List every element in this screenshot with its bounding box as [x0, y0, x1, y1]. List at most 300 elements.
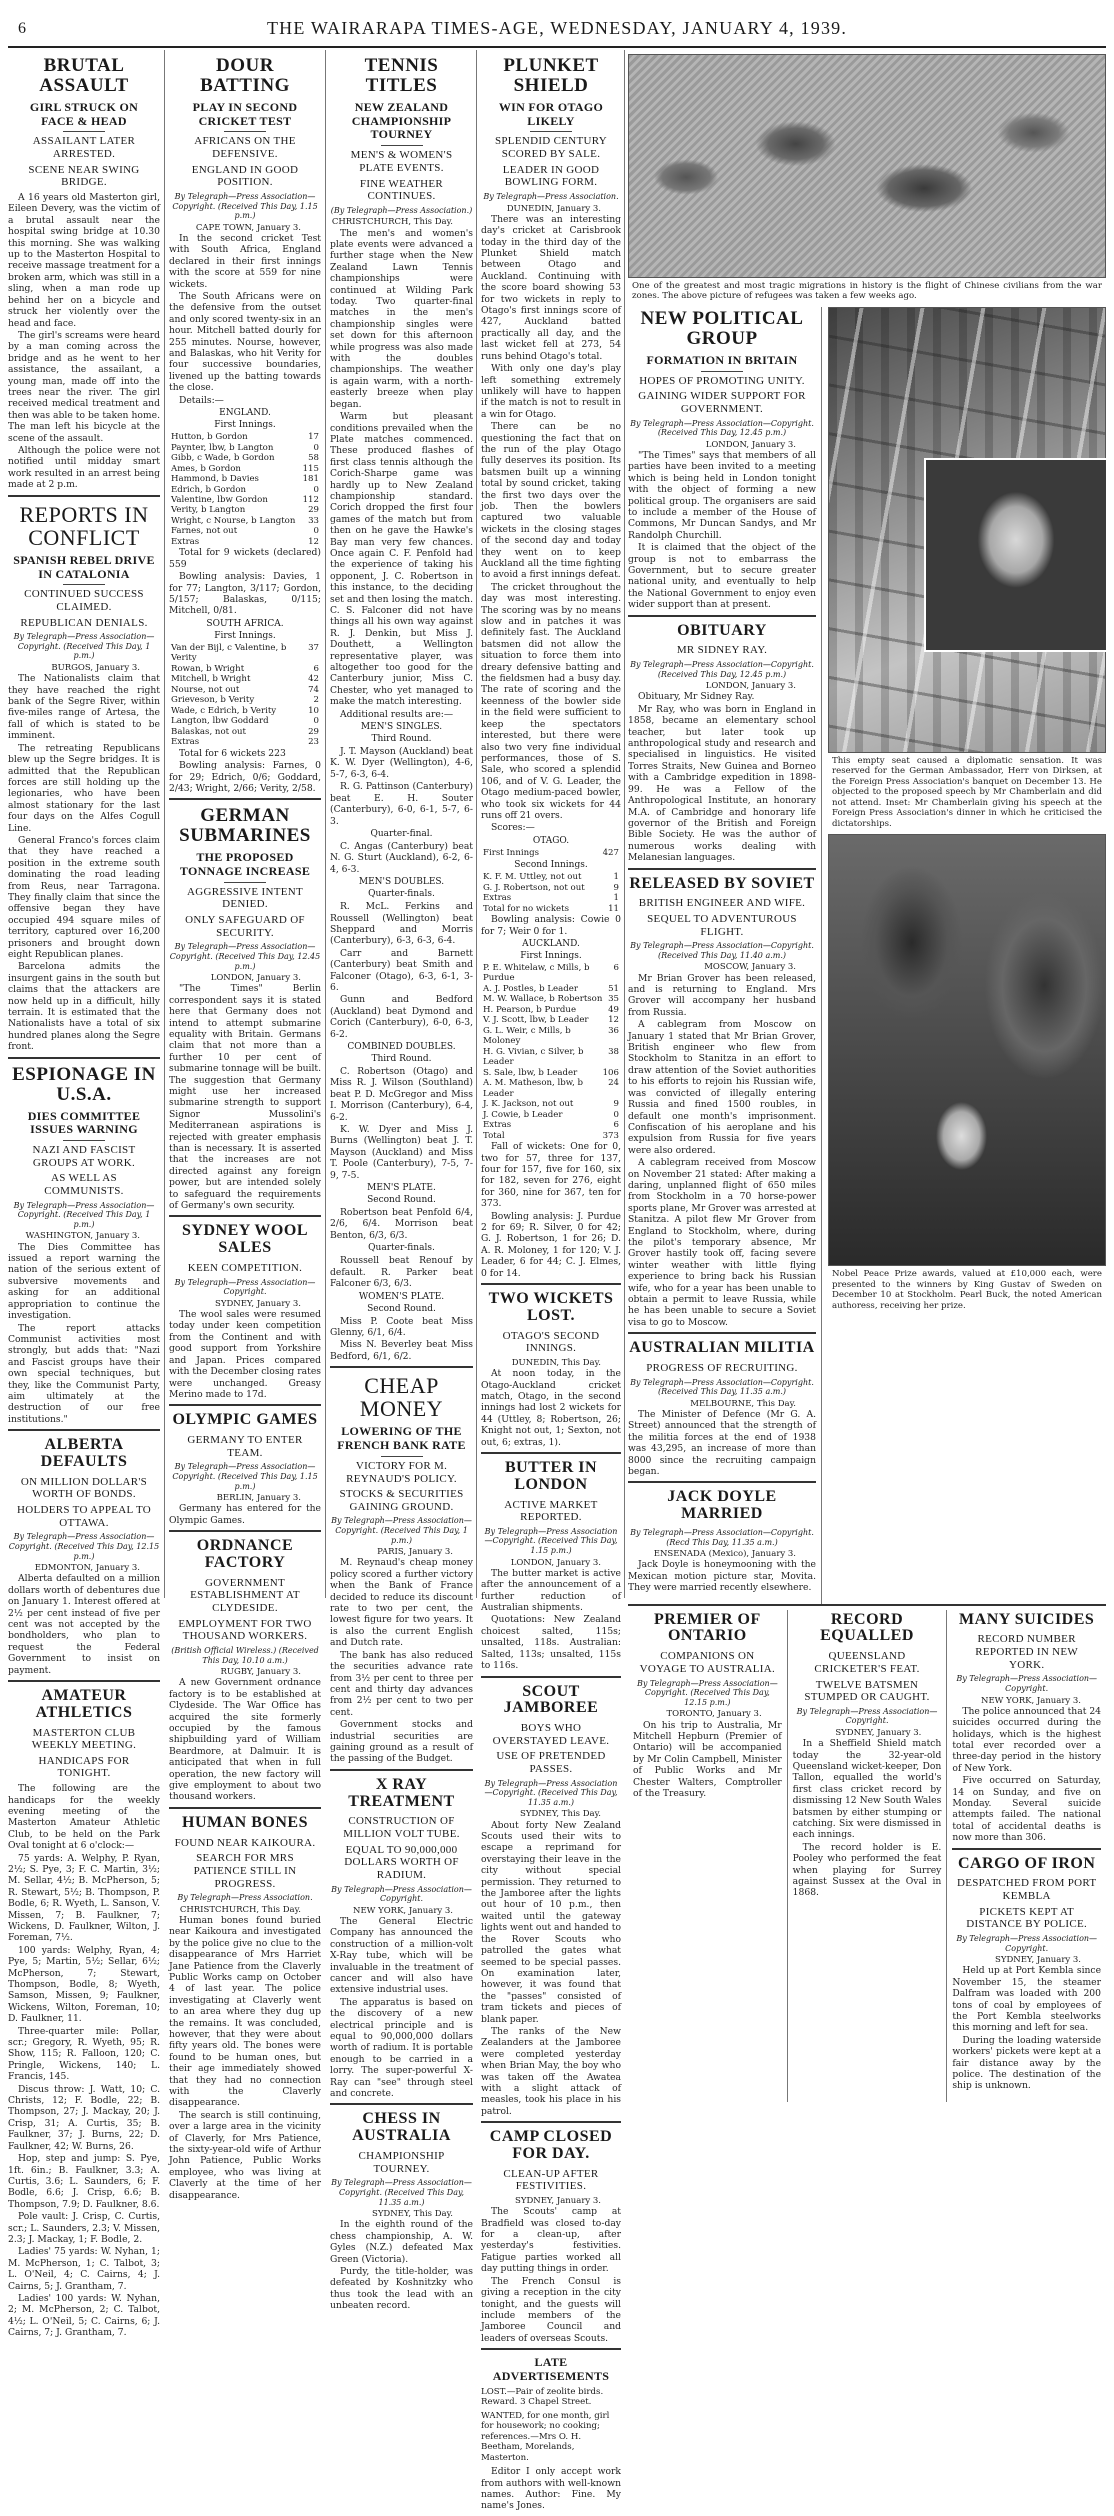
paragraph: Mr Ray, who was born in England in 1858, became an elementary school teacher, but later took up anthropological study and research and specialised in linguistics. He visited Torres Straits, New Guinea and Borneo with a Cambridge expedition in 1898-99. He was a Fellow of the Anthropological Institute, an honorary M.A. of Cambridge and honorary life governor of the British and Foreign Bible Society. He was the author of numerous works dealing with Melanesian languages.	[628, 703, 816, 864]
subheadline: SPANISH REBEL DRIVE IN CATALONIA	[13, 552, 155, 581]
subheadline: ON MILLION DOLLAR'S WORTH OF BONDS.	[20, 1475, 148, 1501]
subheadline: FORMATION IN BRITAIN	[646, 352, 798, 367]
column-3	[330, 54, 473, 2312]
dateline: SYDNEY, January 3.	[515, 2196, 601, 2207]
dateline: MELBOURNE, This Day.	[690, 1398, 796, 1409]
paragraph: Scores:—	[491, 822, 535, 834]
runs: 6	[313, 663, 319, 674]
divider	[381, 145, 423, 146]
byline: By Telegraph—Press Association—Copyright. (Received This Day, 11.35 a.m.)	[630, 1377, 814, 1397]
scorecard-row	[483, 1026, 619, 1047]
headline: TENNIS TITLES	[364, 55, 439, 96]
byline: By Telegraph—Press Association.	[177, 1893, 313, 1903]
headline: CAMP CLOSED FOR DAY.	[489, 2128, 613, 2162]
divider	[701, 371, 743, 372]
dateline: LONDON, January 3.	[705, 681, 796, 692]
result: J. T. Mayson (Auckland) beat K. W. Dyer (Wellington), 4-6, 5-7, 6-3, 6-4.	[330, 746, 473, 780]
article-human-bones	[169, 1815, 321, 2205]
subheadline: PICKETS KEPT AT DISTANCE BY POLICE.	[966, 1905, 1088, 1931]
result: R. McL. Ferkins and Roussell (Wellington) beat Sheppard and Morris (Canterbury), 6-3, 6-3, 6-4.	[330, 901, 473, 947]
headline: AMATEUR ATHLETICS	[35, 1686, 133, 1721]
byline: By Telegraph—Press Association—Copyright. (Received This Day, 1 p.m.)	[13, 1200, 155, 1229]
subheadline: EQUAL TO 90,000,000 DOLLARS WORTH OF RADIUM.	[344, 1843, 459, 1881]
runs: 106	[602, 1067, 619, 1078]
byline: By Telegraph—Press Association—Copyright. (Received This Day, 1 p.m.)	[13, 632, 155, 661]
byline: By Telegraph—Press Association—Copyright. (Received This Day, 1.15 p.m.)	[172, 192, 318, 221]
batsman: A. J. Postles, b Leader	[483, 983, 578, 994]
article-brutal-assault	[8, 56, 160, 497]
paragraph: The ranks of the New Zealanders at the Jamboree were completed yesterday when Brian May, the boy who was taken off the Awatea with a slight attack of measles, took his place in his patrol.	[481, 2025, 621, 2117]
bowling-analysis: Bowling analysis: J. Purdue 2 for 69; R. Silver, 0 for 42; G. J. Robertson, 1 for 26; D. A. R. Moloney, 1 for 120; V. J. Leader, 6 for 44; C. J. Elmes, 0 for 14.	[481, 1210, 621, 1279]
bowling-analysis: Bowling analysis: Cowie 0 for 7; Weir 0 for 1.	[481, 914, 621, 937]
dateline: BURGOS, January 3.	[51, 663, 140, 674]
subheadline: COMPANIONS ON VOYAGE TO AUSTRALIA.	[639, 1650, 776, 1675]
subheadline: BOYS WHO OVERSTAYED LEAVE.	[492, 1722, 610, 1747]
paragraph: The report attacks Communist activities most strongly, but adds that: "Nazi and Fascist groups have their own special techniques, but they, like the Communist Party, aim ultimately at the destruction of our free institutions."	[8, 1322, 160, 1425]
bowling-analysis: Bowling analysis: Davies, 1 for 77; Langton, 3/117; Gordon, 5/157; Balaskas, 0/115; Mitchell, 0/81.	[169, 571, 321, 617]
result: R. G. Pattinson (Canterbury) beat E. H. Souter (Canterbury), 6-0, 6-1, 5-7, 6-3.	[330, 781, 473, 827]
runs: 1	[613, 872, 619, 883]
chamberlain-inset-photo	[924, 458, 1108, 652]
subheadline: MR SIDNEY RAY.	[676, 644, 768, 657]
dateline: DUNEDIN, January 3.	[506, 203, 601, 214]
article-espionage	[8, 1065, 160, 1432]
paragraph: Mr Brian Grover has been released, and is returning to England. Mrs Grover will accompany her husband from Russia.	[628, 972, 816, 1018]
subheadline: AFRICANS ON THE DEFENSIVE.	[194, 135, 296, 161]
runs: 17	[308, 432, 319, 443]
subheadline: CONTINUED SUCCESS CLAIMED.	[24, 588, 144, 614]
scorecard-row	[171, 737, 319, 747]
runs: 36	[608, 1025, 619, 1036]
article-tennis	[330, 56, 473, 1368]
paragraph: A new Government ordnance factory is to be established at Clydeside. The War Office has acquired the site formerly occupied by the famous shipbuilding yard of William Beardmore, at Dalmuir. It is anticipated that when in full operation, the new factory will give employment to about two thousand workers.	[169, 1677, 321, 1803]
subheadline: LEADER IN GOOD BOWLING FORM.	[502, 163, 600, 189]
scorecard-row	[171, 685, 319, 695]
result: Roussell beat Renouf by default. R. Parker beat Falconer 6/3, 6/3.	[330, 1255, 473, 1290]
paragraph: The cricket throughout the day was most interesting. The scoring was by no means slow and in patches it was definitely fast. The Auckland batsmen did not allow the situation to force them into dreary defensive batting and the fieldsmen had a busy day. The rate of scoring and the keenness of the bowler side in the field were sufficient to keep the spectators interested, but there were also two very fine individual performances, those of S. Sale, who scored a splendid 106, and of V. G. Leader, the Otago medium-paced bowler, who took six wickets for 44 runs off 21 overs.	[481, 581, 621, 821]
subheadline: ONLY SAFEGUARD OF SECURITY.	[185, 914, 305, 939]
batsman: Balaskas, not out	[171, 726, 246, 737]
dateline: PARIS, January 3.	[377, 1547, 453, 1558]
article-butter	[481, 1460, 621, 1678]
byline: By Telegraph—Press Association—Copyright. (Recd This Day, 11.35 a.m.)	[630, 1528, 814, 1547]
subheadline: RECORD NUMBER REPORTED IN NEW YORK.	[975, 1633, 1079, 1671]
batsman: Edrich, b Gordon	[171, 484, 247, 495]
headline: OLYMPIC GAMES	[172, 1411, 318, 1429]
byline: By Telegraph—Press Association—Copyright.	[956, 1674, 1098, 1693]
scorecard-row	[483, 1110, 619, 1120]
section-heading: MEN'S PLATE.	[367, 1183, 436, 1194]
subheadline: REPUBLICAN DENIALS.	[20, 616, 148, 629]
paragraph: Obituary, Mr Sidney Ray.	[638, 691, 755, 703]
paragraph: The butter market is active after the announcement of a further reduction of Australian shipments.	[481, 1567, 621, 1614]
subheadline: PLAY IN SECOND CRICKET TEST	[192, 99, 298, 128]
article-political-group	[628, 309, 816, 617]
auckland-total	[483, 1131, 619, 1141]
photo-caption: One of the greatest and most tragic migrations in history is the flight of Chinese civilians from the war zones. The above picture of refugees was taken a few weeks ago.	[632, 281, 1102, 302]
runs: 0	[313, 716, 319, 727]
bottom-col-record	[788, 1610, 948, 2102]
dateline: LONDON, January 3.	[210, 973, 301, 984]
paragraph: Human bones found buried near Kaikoura and investigated by the police give no clue to the disappearance of Mrs Harriet Jane Patience from the Claverly Public Works camp on October 4 of last year. The police investigating at Claverly went to an area where they dug up the remains. It was concluded, however, that they were about fifty years old. The bones were found to be human ones, but their age immediately showed that they had no connection with the Claverly disappearance.	[169, 1914, 321, 2109]
round-heading: Third Round.	[371, 734, 432, 745]
value: 11	[608, 903, 619, 914]
scorecard-row	[171, 495, 319, 505]
dateline: CHRISTCHURCH, This Day.	[331, 217, 453, 228]
paragraph: There was an interesting day's cricket at Carisbrook today in the third day of the Plunket Shield match between Otago and Auckland. Continuing with the score board showing 53 for two wickets in reply to Otago's first innings score of 427, Auckland batted practically all day, and the last wicket fell at 273, 54 runs behind Otago's total.	[481, 213, 621, 362]
right-section	[628, 54, 1106, 2092]
runs: 51	[608, 983, 619, 994]
runs: 0	[313, 442, 319, 453]
article-reports-in-conflict	[8, 503, 160, 1059]
subheadline: GOVERNMENT ESTABLISHMENT AT CLYDESIDE.	[190, 1576, 300, 1615]
paragraph: There can be no questioning the fact that on the run of the play Otago fully deserves its position. Its batsmen built up a winning total by sound cricket, taking the first two days over the job. Then the bowlers captured two valuable wickets in the closing stages of the second day and today they went on to keep Auckland all the time fighting to avoid a first innings defeat.	[481, 421, 621, 581]
round-heading: Second Round.	[367, 1303, 436, 1314]
filler-joke: Editor I only accept work from authors with well-known names. Author: Fine. My name's Jones.	[481, 2466, 621, 2512]
byline: By Telegraph—Press Association—Copyright. (Received This Day, 1.15 p.m.)	[484, 1526, 618, 1556]
round-heading: Third Round.	[371, 1054, 432, 1065]
paragraph: Five occurred on Saturday, 14 on Sunday, and five on Monday. Several suicide attempts failed. The national total of accidental deaths is now more than 306.	[952, 1775, 1102, 1844]
dateline: SYDNEY, This Day.	[372, 2209, 453, 2220]
paragraph: The Minister of Defence (Mr G. A. Street) announced that the strength of the militia forces at the end of 1938 was 43,295, an increase of more than 8000 since the recruiting campaign began.	[628, 1409, 816, 1478]
paragraph: The Dies Committee has issued a report warning the nation of the serious extent of subversive movements and asking for an additional appropriation to continue the investigation.	[8, 1241, 160, 1322]
batsman: Extras	[483, 1120, 512, 1131]
byline: By Telegraph—Press Association—Copyright. (Received This Day, 12.15 p.m.)	[8, 1532, 160, 1561]
subheadline: WIN FOR OTAGO LIKELY	[498, 99, 604, 128]
batsman: K. F. M. Uttley, not out	[483, 872, 582, 883]
article-athletics	[8, 1688, 160, 2343]
batsman: A. M. Matheson, lbw, b Leader	[483, 1078, 584, 1099]
batsman: Rowan, b Wright	[171, 663, 245, 674]
dateline: NEW YORK, January 3.	[981, 1695, 1082, 1706]
dateline: WASHINGTON, January 3.	[25, 1231, 140, 1242]
scorecard-row	[483, 994, 619, 1004]
article-xray	[330, 1777, 473, 2106]
paragraph: The men's and women's plate events were advanced a further stage when the New Zealand Lawn Tennis championships were continued at Wilding Park today. Two quarter-final matches in the men's championship singles were set down for this afternoon while progress was also made with the doubles championships. The weather is again warm, with a north-easterly breeze when play began.	[330, 227, 473, 410]
runs: 42	[308, 674, 319, 685]
scorecard-england	[171, 432, 319, 547]
dateline: SYDNEY, January 3.	[215, 1298, 301, 1309]
subheadline: CLEAN-UP AFTER FESTIVITIES.	[503, 2167, 599, 2193]
divider	[63, 584, 105, 585]
column-4	[481, 54, 621, 2512]
paragraph: "The Times" says that members of all parties have been invited to a meeting which is being held in London tonight with the object of forming a new political group. The organisers are said to include a member of the House of Commons, Mr Duncan Sandys, and Mr Randolph Churchill.	[628, 449, 816, 541]
round-heading: Quarter-finals.	[368, 889, 435, 900]
paragraph: On his trip to Australia, Mr Mitchell Hepburn (Premier of Ontario) will be accompanied by Mr Colin Campbell, Minister of Public Works and Mr Chester Walters, Comptroller of the Treasury.	[633, 1719, 782, 1799]
batsman: Grieveson, b Verity	[171, 695, 255, 706]
scorecard-row	[171, 443, 319, 453]
batsman: Ames, b Gordon	[171, 463, 241, 474]
otago-total	[483, 904, 619, 914]
paragraph: M. Reynaud's cheap money policy scored a further victory when the Bank of France decided to reduce its discount rate to two per cent, the lowest figure for two years. It is also the current English and Dutch rate.	[330, 1557, 473, 1649]
runs: 115	[302, 463, 319, 474]
result: Robertson beat Penfold 6/4, 2/6, 6/4. Morrison beat Benton, 6/3, 6/3.	[330, 1207, 473, 1241]
otago-first-innings	[483, 848, 619, 858]
article-wool-sales	[169, 1223, 321, 1406]
byline: By Telegraph—Press Association—Copyright.	[331, 1884, 472, 1904]
batsman: G. J. Robertson, not out	[483, 882, 585, 893]
batsman: Mitchell, b Wright	[171, 674, 251, 685]
section-heading: WOMEN'S PLATE.	[358, 1291, 445, 1302]
article-australian-militia	[628, 1340, 816, 1483]
paragraph: Government stocks and industrial securities are gaining ground as a result of the passing of the Budget.	[330, 1719, 473, 1765]
column-rule	[325, 50, 326, 1598]
runs: 37	[308, 642, 319, 653]
paragraph: 100 yards: Welphy, Ryan, 4; Pye, 5; Martin, 5½; Sellar, 6½; McPherson, 7; Stewart, Thompson, Bodle, 8; Wyeth, Samson, Missen, 9; Faulkner, Wickens, Wilton, Foreman, 10; D. Faulkner, 11.	[8, 1944, 160, 2025]
subheadline: HOPES OF PROMOTING UNITY.	[639, 374, 805, 387]
dateline: MOSCOW, January 3.	[704, 962, 796, 973]
article-cargo-of-iron	[952, 1856, 1101, 2096]
article-premier-ontario	[633, 1612, 782, 1804]
subheadline: GERMANY TO ENTER TEAM.	[187, 1434, 303, 1459]
paragraph: The Nationalists claim that they have reached the right bank of the Segre River, within five-miles range of Artesa, the fall of which is stated to be imminent.	[8, 673, 160, 742]
paragraph: Hop, step and jump: S. Pye, 1ft. 6in.; B. Faulkner, 3.3; A. Curtis, 3.6; L. Saunders, 6; F. Bodle, 6.6; J. Crisp, 6.6; B. Thompson, 7.9; D. Faulkner, 8.6.	[8, 2153, 160, 2210]
subheadline: AS WELL AS COMMUNISTS.	[44, 1172, 124, 1198]
headline: BUTTER IN LONDON	[504, 1459, 598, 1493]
team-heading: OTAGO.	[532, 835, 570, 846]
subheadline: LOWERING OF THE FRENCH BANK RATE	[337, 1424, 466, 1453]
headline: BRUTAL ASSAULT	[39, 55, 129, 96]
article-scout-jamboree	[481, 1684, 621, 2124]
middle-block	[628, 307, 1106, 1604]
paragraph: A cablegram from Moscow on January 1 stated that Mr Brian Grover, British engineer who flew from Stockholm to Stanitza in an effort to draw attention of the Soviet authorities to his efforts to rejoin his Russian wife, was convicted of illegally entering Russia and fined 1500 roubles, in default one month's imprisonment. Confiscation of his aeroplane and his expulsion from Russia for five years were also ordered.	[628, 1019, 816, 1156]
paragraph: During the loading waterside workers' pickets were kept at a fair distance away by the police. The destination of the ship is unknown.	[952, 2034, 1102, 2092]
scorecard-row	[483, 883, 619, 893]
batsman: Valentine, lbw Gordon	[171, 495, 268, 505]
dateline: NEW YORK, January 3.	[353, 1905, 453, 1916]
paragraph: Quotations: New Zealand choicest salted, 115s; unsalted, 118s. Australian: Salted, 113s; unsalted, 115s to 116s.	[481, 1614, 621, 1672]
scorecard-row	[171, 664, 319, 674]
batsman: Verity, b Langton	[171, 505, 246, 516]
bottom-right-block	[628, 1604, 1106, 2102]
byline: By Telegraph—Press Association—Copyright. (Received This Day, 12.15 p.m.)	[636, 1678, 778, 1707]
label: Total	[483, 1130, 505, 1141]
headline: CHEAP MONEY	[359, 1373, 444, 1422]
scorecard-row	[171, 537, 319, 547]
middle-right-column	[828, 307, 1106, 1604]
batsman: Farnes, not out	[171, 526, 238, 537]
paragraph: The wool sales were resumed today under keen competition from the Continent and with good support from Yorkshire and Japan. Prices compared with the December closing rates were unchanged. Greasy Merino made to 17d.	[169, 1309, 321, 1400]
subheadline: QUEENSLAND CRICKETER'S FEAT.	[814, 1650, 920, 1675]
batsman: Gibb, c Wade, b Gordon	[171, 453, 275, 464]
paragraph: Details:—	[179, 394, 224, 406]
divider	[224, 131, 266, 132]
scorecard-row	[483, 872, 619, 882]
article-plunket-shield	[481, 56, 621, 1285]
subheadline: ENGLAND IN GOOD POSITION.	[191, 163, 299, 189]
headline: OBITUARY	[677, 621, 767, 639]
dateline: SYDNEY, This Day.	[520, 1809, 601, 1820]
subheadline: USE OF PRETENDED PASSES.	[496, 1750, 606, 1776]
runs: 0	[313, 526, 319, 537]
value: 373	[602, 1130, 619, 1141]
subheadline: SPLENDID CENTURY SCORED BY SALE.	[494, 135, 608, 161]
batsman: Nourse, not out	[171, 684, 240, 695]
label: Total for no wickets	[483, 903, 570, 914]
result: K. W. Dyer and Miss J. Burns (Wellington) beat J. T. Mayson (Auckland) and Miss T. Poole (Canterbury), 7-5, 7-9, 7-5.	[330, 1124, 473, 1181]
byline: By Telegraph—Press Association—Copyright.	[796, 1706, 938, 1726]
round-heading: Quarter-finals.	[368, 1243, 435, 1254]
section-heading: MEN'S DOUBLES.	[358, 877, 445, 888]
byline: By Telegraph—Press Association—Copyright. (Received This Day, 1 p.m.)	[331, 1516, 472, 1545]
runs: 38	[608, 1046, 619, 1057]
bowling-analysis: Bowling analysis: Farnes, 0 for 29; Edrich, 0/6; Goddard, 2/43; Wright, 2/66; Verity, 2/58.	[169, 760, 321, 794]
paragraph: The South Africans were on the defensive from the outset and only scored twenty-six in an hour. Mitchell batted dourly for 255 minutes. Nourse, however, and Balaskas, who hit Verity for four successive boundaries, livened up the batting towards the close.	[169, 291, 321, 394]
batsman: Van der Bijl, c Valentine, b Verity	[171, 642, 287, 664]
dateline: LONDON, January 3.	[705, 439, 796, 450]
column-rule	[476, 50, 477, 1598]
bottom-col-ontario	[628, 1610, 788, 2102]
byline: By Telegraph—Press Association—Copyright. (Received This Day, 12.45 p.m.)	[630, 660, 814, 679]
paragraph: Purdy, the title-holder, was defeated by Koshnitzky who thus took the lead with an unbeaten record.	[330, 2265, 473, 2312]
runs: 74	[308, 684, 319, 695]
scorecard-row	[483, 1005, 619, 1015]
paragraph: Barcelona admits the insurgent gains in the south but claims that the attackers are now held up in a difficult, hilly terrain. It is estimated that the Nationalists have a total of six hundred planes along the Segre front.	[8, 961, 160, 1053]
subheadline: EMPLOYMENT FOR TWO THOUSAND WORKERS.	[178, 1617, 312, 1643]
dateline: TORONTO, January 3.	[666, 1709, 762, 1720]
fall-of-wickets: Fall of wickets: One for 0, two for 57, three for 137, four for 157, five for 160, six for 182, seven for 276, eight for 360, nine for 367, ten for 373.	[481, 1141, 621, 1210]
batsman: Extras	[483, 893, 512, 904]
subheadline: HANDICAPS FOR TONIGHT.	[38, 1754, 130, 1780]
innings-heading: First Innings.	[214, 420, 276, 431]
scorecard-row	[171, 716, 319, 726]
headline: SYDNEY WOOL SALES	[182, 1222, 308, 1257]
page-header	[0, 0, 1114, 46]
runs: 9	[613, 882, 619, 893]
paragraph: The police announced that 24 suicides occurred during the holidays, which is the highest total ever recorded over a three-day period in the history of New York.	[952, 1705, 1102, 1774]
scorecard-row	[171, 643, 319, 664]
article-chess	[330, 2111, 473, 2315]
runs: 1	[613, 893, 619, 904]
result: Carr and Barnett (Canterbury) beat Smith and Falconer (Otago), 6-3, 6-1, 3-6.	[330, 947, 473, 993]
page-number: 6	[18, 20, 26, 37]
article-ordnance	[169, 1538, 321, 1809]
subheadline: GIRL STRUCK ON FACE & HEAD	[29, 99, 139, 128]
scorecard-row	[483, 963, 619, 984]
article-record-equalled	[793, 1612, 942, 1903]
runs: 12	[608, 1015, 619, 1026]
runs: 9	[613, 1099, 619, 1110]
batsman: Paynter, lbw, b Langton	[171, 442, 274, 453]
headline: ESPIONAGE IN U.S.A.	[12, 1063, 156, 1105]
byline: (By Telegraph—Press Association.)	[330, 205, 473, 215]
batsman: Wright, c Nourse, b Langton	[171, 515, 296, 526]
scorecard-row	[171, 453, 319, 463]
paragraph: The apparatus is based on the discovery of a new electrical principle and is equal to 90,000,000 dollars worth of radium. It is portable enough to be carried in a lorry. The super-powerful X-Ray can "see" through steel and concrete.	[330, 1996, 473, 2100]
subheadline: SCENE NEAR SWING BRIDGE.	[28, 163, 140, 189]
dateline: BERLIN, January 3.	[216, 1493, 301, 1504]
headline: MANY SUICIDES	[959, 1610, 1095, 1628]
byline: By Telegraph—Press Association—Copyright. (Received This Day, 1.15 p.m.)	[172, 1462, 318, 1491]
article-many-suicides	[952, 1612, 1101, 1850]
subheadline: ACTIVE MARKET REPORTED.	[504, 1498, 598, 1524]
subheadline: NAZI AND FASCIST GROUPS AT WORK.	[32, 1144, 136, 1169]
empty-seat-photo	[828, 307, 1106, 753]
value: 427	[602, 847, 619, 858]
scorecard-row	[483, 1120, 619, 1130]
byline: By Telegraph—Press Association—Copyright. (Received This Day, 12.45 p.m.)	[630, 418, 814, 438]
paragraph: Three-quarter mile: Pollar, scr.; Gregory, R. Wyeth, 95; R. Show, 115; R. Falloon, 120; C. Pringle, Wickens, 140; L. Francis, 145.	[8, 2025, 160, 2083]
paragraph: The record holder is E. Pooley who performed the feat when playing for Surrey against Sussex at the Oval in 1868.	[792, 1841, 942, 1899]
dateline: RUGBY, January 3.	[220, 1667, 301, 1678]
photo-caption: Nobel Peace Prize awards, valued at £10,000 each, were presented to the winners by King Gustav of Sweden on December 10 at Stockholm. Pearl Buck, the noted American authoress, receiving her prize.	[832, 1269, 1102, 1311]
subheadline: KEEN COMPETITION.	[187, 1262, 303, 1275]
scorecard-row	[483, 893, 619, 903]
subheadline: HOLDERS TO APPEAL TO OTTAWA.	[16, 1504, 152, 1529]
runs: 181	[302, 474, 319, 485]
scorecard-row	[171, 485, 319, 495]
round-heading: Second Round.	[367, 1195, 436, 1206]
paragraph: Ladies' 75 yards: W. Nyhan, 1; M. McPherson, 1; C. Talbot, 3; L. O'Neil, 4; C. Cairns, 4; J. Cairns, 5; J. Grantham, 7.	[8, 2246, 160, 2292]
paragraph: The following are the handicaps for the weekly evening meeting of the Masterton Amateur Athletic Club, to be held on the Park Oval tonight at 6 o'clock:—	[8, 1783, 160, 1852]
article-german-submarines	[169, 806, 321, 1217]
batsman: J. Cowie, b Leader	[483, 1109, 563, 1120]
runs: 49	[608, 1004, 619, 1015]
batsman: Langton, lbw Goddard	[171, 716, 269, 727]
scorecard-row	[171, 464, 319, 474]
classified-ad: WANTED, for one month, girl for housework; no cooking; references.—Mrs O. H. Beetham, Morelands, Masterton.	[481, 2410, 610, 2463]
column-rule	[624, 50, 625, 1598]
paragraph: 75 yards: A. Welphy, P. Ryan, 2½; S. Pye, 3; F. C. Martin, 3½; M. Sellar, 4½; B. McPherson, 5; R. Stewart, 5½; B. Thompson, P. Bodle, 6; R. Wyeth, L. Sanson, V. Missen, 7; B. Faulkner, 7; Wickens, D. Faulkner, Wilton, J. Foreman, 7½.	[8, 1852, 160, 1944]
article-jack-doyle	[628, 1489, 816, 1597]
refugees-photo	[628, 54, 1106, 278]
article-obituary	[628, 623, 816, 870]
article-cheap-money	[330, 1374, 473, 1771]
byline: By Telegraph—Press Association—Copyright. (Received This Day, 12.45 p.m.)	[169, 942, 321, 971]
headline: AUSTRALIAN MILITIA	[629, 1339, 815, 1357]
headline: GERMAN SUBMARINES	[179, 805, 311, 847]
headline: REPORTS IN CONFLICT	[19, 501, 149, 550]
paragraph: A 16 years old Masterton girl, Eileen Devery, was the victim of a brutal assault near the hospital swing bridge at 10.30 this morning. She was walking up to the Masterton Hospital to receive massage treatment for a broken arm, which was still in a sling, when a man rode up behind her on a bicycle and struck her violently over the head and face.	[8, 192, 160, 329]
headline: PREMIER OF ONTARIO	[653, 1610, 761, 1645]
runs: 29	[308, 505, 319, 516]
article-dour-batting	[169, 56, 321, 800]
paragraph: It is claimed that the object of the group is not to embarrass the Government, but to secure greater national unity, and eventually to help the National Government to enjoy even wider support than at present.	[628, 542, 816, 611]
runs: 24	[608, 1078, 619, 1089]
divider	[63, 131, 105, 132]
runs: 29	[308, 726, 319, 737]
headline: DOUR BATTING	[200, 55, 290, 96]
article-released-by-soviet	[628, 876, 816, 1335]
paragraph: About forty New Zealand Scouts used their wits to escape a reprimand for overstaying their leave in the city without special permission. They returned to the Jamboree after the lights out hour of 10 p.m., then waited until the gateway lights went out and handed to the Rover Scouts who patrolled the gates what seemed to be special passes. On examination later, however, it was found that the "passes" consisted of tram tickets and pieces of blank paper.	[481, 1819, 621, 2025]
paragraph: Held up at Port Kembla since November 15, the steamer Dalfram was loaded with 200 tons of coal by employees of the Port Kembla steelworks this morning and left for sea.	[952, 1965, 1102, 2034]
scorecard-row	[483, 1015, 619, 1025]
batsman: Hutton, b Gordon	[171, 432, 248, 443]
subheadline: CHAMPIONSHIP TOURNEY.	[358, 2150, 445, 2175]
headline: HUMAN BONES	[182, 1813, 308, 1831]
scorecard-row	[171, 526, 319, 536]
result: Miss P. Coote beat Miss Glenny, 6/1, 6/4.	[330, 1315, 473, 1338]
runs: 2	[313, 695, 319, 706]
headline: ALBERTA DEFAULTS	[40, 1436, 128, 1470]
headline: JACK DOYLE MARRIED	[667, 1488, 777, 1523]
headline: RECORD EQUALLED	[820, 1610, 914, 1645]
runs: 35	[608, 994, 619, 1005]
subheadline: STOCKS & SECURITIES GAINING GROUND.	[339, 1488, 464, 1513]
scorecard-row	[171, 706, 319, 716]
headline: RELEASED BY SOVIET	[629, 874, 815, 892]
subheadline: MASTERTON CLUB WEEKLY MEETING.	[31, 1726, 137, 1752]
article-two-wickets	[481, 1291, 621, 1454]
subheadline: FINE WEATHER CONTINUES.	[359, 177, 444, 203]
byline: By Telegraph—Press Association—Copyright.	[174, 1277, 316, 1297]
column-2	[169, 54, 321, 2201]
byline: By Telegraph—Press Association—Copyright. (Received This Day, 11.35 a.m.)	[331, 2178, 472, 2207]
batsman: Extras	[171, 737, 200, 748]
paragraph: In a Sheffield Shield match today the 32-year-old Queensland wicket-keeper, Don Tallon, equalled the world's first class cricket record by dismissing 12 New South Wales batsmen by either stumping or catching. Six were dismissed in each innings.	[792, 1738, 942, 1841]
header-rule	[8, 46, 1106, 48]
subheadline: DIES COMMITTEE ISSUES WARNING	[27, 1108, 141, 1137]
